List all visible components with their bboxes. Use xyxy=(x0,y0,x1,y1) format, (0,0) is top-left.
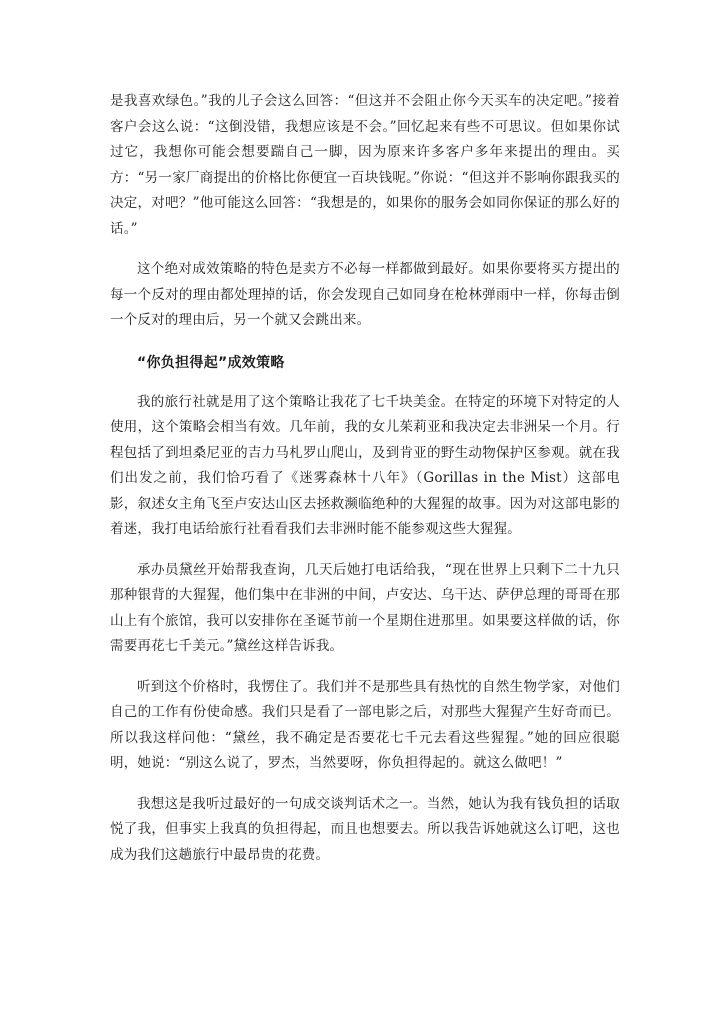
section-heading: “你负担得起”成效策略 xyxy=(137,354,285,371)
paragraph-strategy-feature: 这个绝对成效策略的特色是卖方不必每一样都做到最好。如果你要将买方提出的每一个反对的理由都处理掉的话，你会发现自己如同身在枪林弹雨中一样，你每击倒一个反对的理由后，另一个就又会跳出来。 xyxy=(110,261,620,328)
paragraph-conclusion: 我想这是我听过最好的一句成交谈判话术之一。当然，她认为我有钱负担的话取悦了我，但事实上我真的负担得起，而且也想要去。所以我告诉她就这么订吧，这也成为我们这趟旅行中最昂贵的花费。 xyxy=(110,795,620,863)
paragraph-travel-agency: 我的旅行社就是用了这个策略让我花了七千块美金。在特定的环境下对特定的人使用，这个策略会相当有效。几年前，我的女儿茱莉亚和我决定去非洲呆一个月。行程包括了到坦桑尼亚的吉力马札罗山爬山，及到肯亚的野生动物保护区参观。就在我们出发之前，我们恰巧看了《迷雾森林十八年》（Gorillas in the Mist）这部电影，叙述女主角飞至卢安达山区去拯救濒临绝种的大猩猩的故事。因为对这部电影的着迷，我打电话给旅行社看看我们去非洲时能不能参观这些大猩猩。 xyxy=(110,393,620,537)
paragraph-agent-call: 承办员黛丝开始帮我查询，几天后她打电话给我，“现在世界上只剩下二十九只那种银背的大猩猩，他们集中在非洲的中间，卢安达、乌干达、萨伊总理的哥哥在那山上有个旅馆，我可以安排你在圣诞节前一个星期住进那里。如果要这样做的话，你需要再花七千美元。”黛丝这样告诉我。 xyxy=(110,561,620,654)
paragraph-continued: 是我喜欢绿色。”我的儿子会这么回答：“但这并不会阻止你今天买车的决定吧。”接着客户会这么说：“这倒没错，我想应该是不会。”回忆起来有些不可思议。但如果你试过它，我想你可能会想要踹自己一脚，因为原来许多客户多年来提出的理由。买方：“另一家厂商提出的价格比你便宜一百块钱呢。”你说：“但这并不影响你跟我买的决定，对吧？”他可能这么回答：“我想是的，如果你的服务会如同你保证的那么好的话。” xyxy=(110,93,620,237)
document-body xyxy=(110,89,620,868)
paragraph-price-reaction: 听到这个价格时，我愣住了。我们并不是那些具有热忱的自然生物学家，对他们自己的工作有份使命感。我们只是看了一部电影之后，对那些大猩猩产生好奇而已。所以我这样问他：“黛丝，我不确定是否要花七千元去看这些猩猩。”她的回应很聪明，她说：“别这么说了，罗杰，当然要呀，你负担得起的。就这么做吧！” xyxy=(110,678,620,771)
